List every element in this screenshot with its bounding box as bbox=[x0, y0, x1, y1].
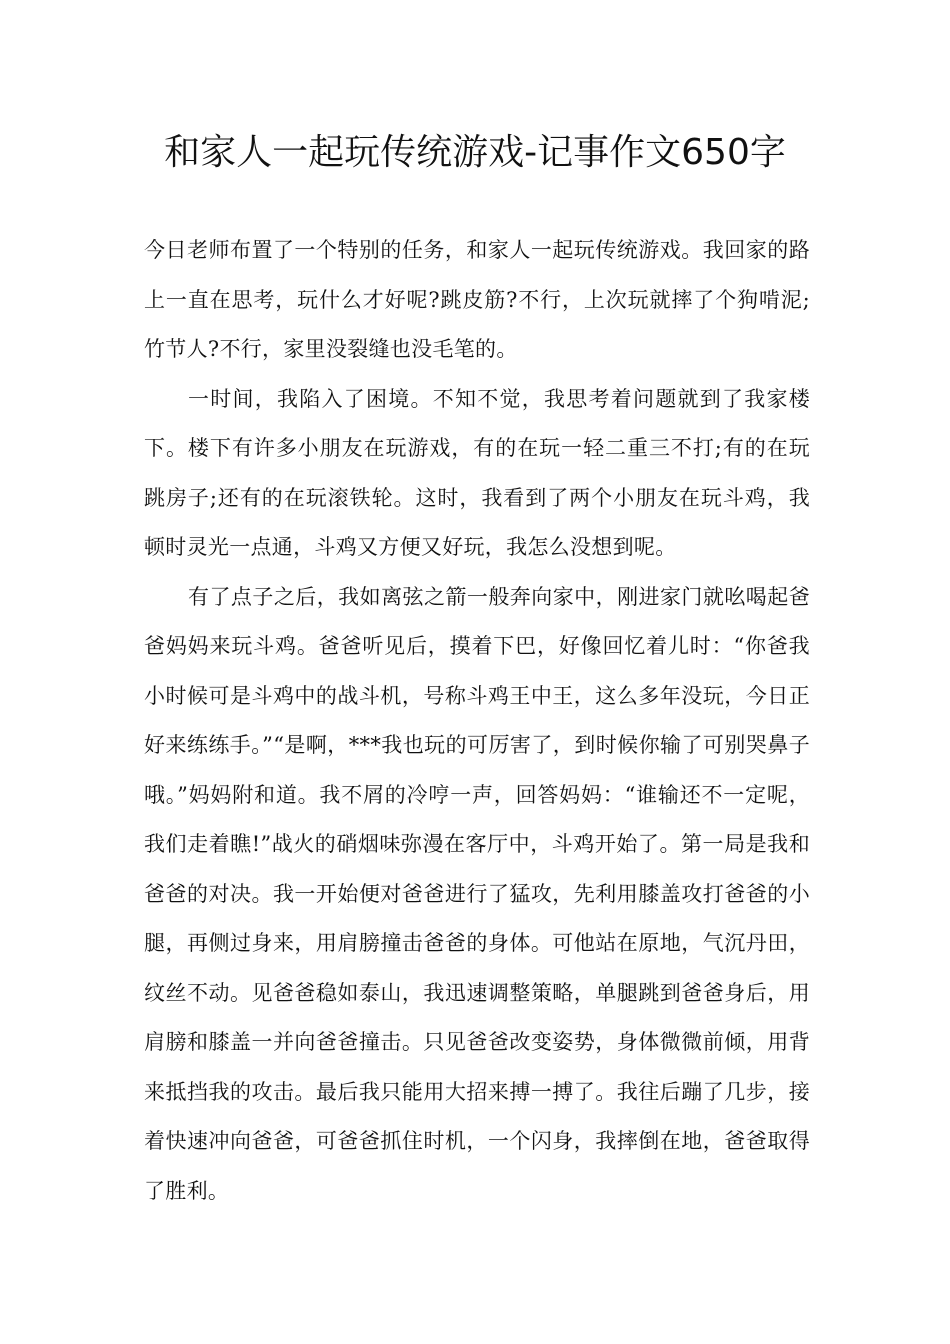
paragraph-3: 有了点子之后，我如离弦之箭一般奔向家中，刚进家门就吆喝起爸爸妈妈来玩斗鸡。爸爸听见后，摸着下巴，好像回忆着儿时：“你爸我小时候可是斗鸡中的战斗机，号称斗鸡王中王，这么多年没玩，今日正好来练练手。”“是啊，***我也玩的可厉害了，到时候你输了可别哭鼻子哦。”妈妈附和道。我不屑的冷哼一声，回答妈妈：“谁输还不一定呢，我们走着瞧!”战火的硝烟味弥漫在客厅中，斗鸡开始了。第一局是我和爸爸的对决。我一开始便对爸爸进行了猛攻，先利用膝盖攻打爸爸的小腿，再侧过身来，用肩膀撞击爸爸的身体。可他站在原地，气沉丹田，纹丝不动。见爸爸稳如泰山，我迅速调整策略，单腿跳到爸爸身后，用肩膀和膝盖一并向爸爸撞击。只见爸爸改变姿势，身体微微前倾，用背来抵挡我的攻击。最后我只能用大招来搏一搏了。我往后蹦了几步，接着快速冲向爸爸，可爸爸抓住时机，一个闪身，我摔倒在地，爸爸取得了胜利。 bbox=[144, 584, 810, 1203]
paragraph-2: 一时间，我陷入了困境。不知不觉，我思考着问题就到了我家楼下。楼下有许多小朋友在玩游戏，有的在玩一轻二重三不打;有的在玩跳房子;还有的在玩滚铁轮。这时，我看到了两个小朋友在玩斗鸡，我顿时灵光一点通，斗鸡又方便又好玩，我怎么没想到呢。 bbox=[144, 386, 810, 559]
document-body bbox=[144, 226, 810, 1216]
document-title: 和家人一起玩传统游戏-记事作文650字 bbox=[164, 132, 786, 173]
paragraph-1: 今日老师布置了一个特别的任务，和家人一起玩传统游戏。我回家的路上一直在思考，玩什么才好呢?跳皮筋?不行，上次玩就摔了个狗啃泥;竹节人?不行，家里没裂缝也没毛笔的。 bbox=[144, 238, 810, 361]
